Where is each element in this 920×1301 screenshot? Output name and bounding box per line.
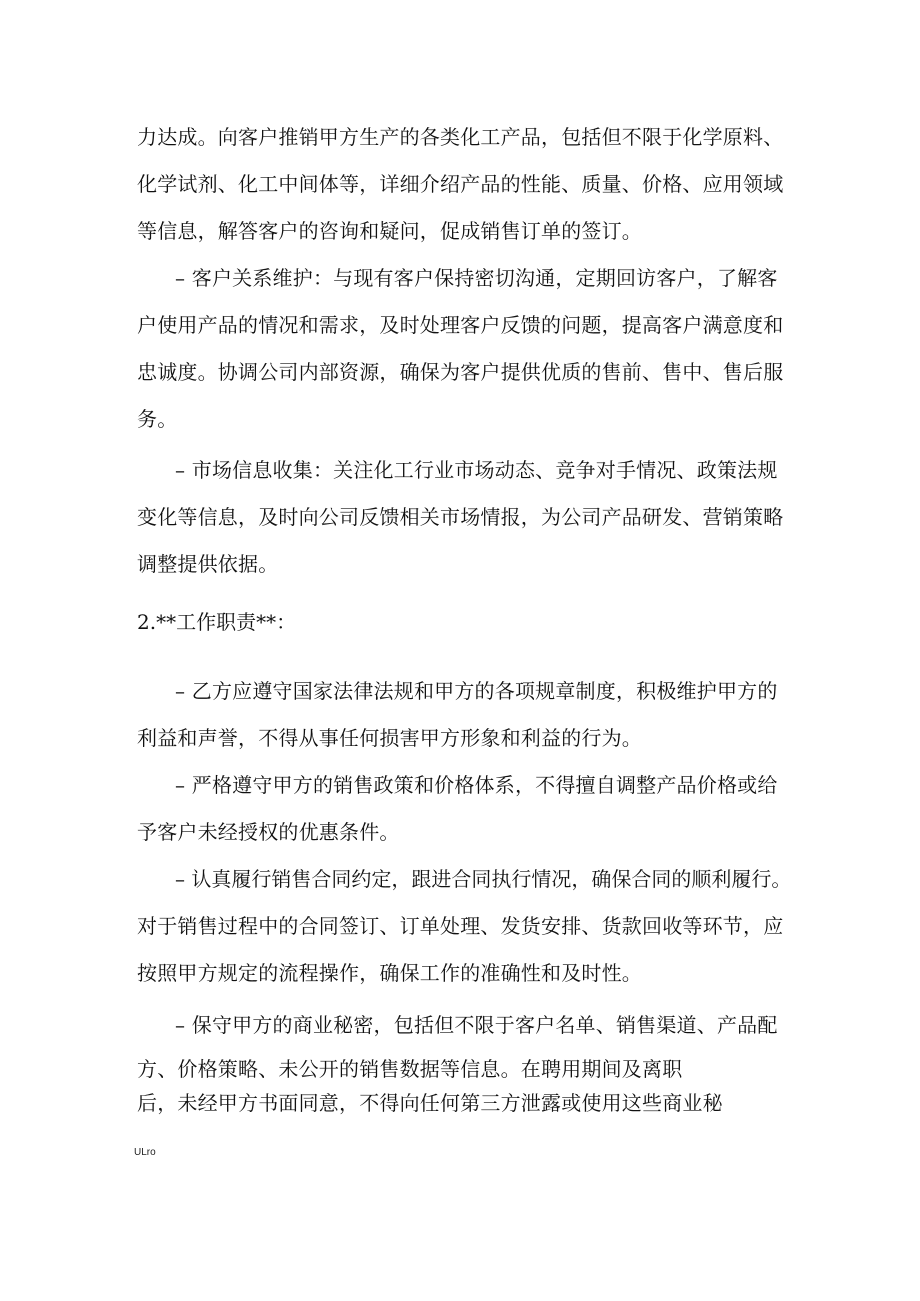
- text-line: 利益和声誉，不得从事任何损害甲方形象和利益的行为。: [137, 726, 642, 750]
- text-line: 对于销售过程中的合同签订、订单处理、发货安排、货款回收等环节，应: [137, 914, 784, 938]
- text-line: 忠诚度。协调公司内部资源，确保为客户提供优质的售前、售中、售后服: [137, 360, 784, 384]
- text-line: – 保守甲方的商业秘密，包括但不限于客户名单、销售渠道、产品配: [175, 1013, 778, 1037]
- text-line: – 客户关系维护：与现有客户保持密切沟通，定期回访客户，了解客: [175, 266, 778, 290]
- text-line: – 严格遵守甲方的销售政策和价格体系，不得擅自调整产品价格或给: [175, 773, 778, 797]
- section-heading: 2.**工作职责**：: [137, 610, 297, 634]
- footer-mark: ULro: [134, 1147, 156, 1158]
- text-line: – 市场信息收集：关注化工行业市场动态、竞争对手情况、政策法规: [175, 458, 778, 482]
- text-line: 户使用产品的情况和需求，及时处理客户反馈的问题，提高客户满意度和: [137, 313, 784, 337]
- text-line: 变化等信息，及时向公司反馈相关市场情报，为公司产品研发、营销策略: [137, 505, 784, 529]
- text-line: 后，未经甲方书面同意，不得向任何第三方泄露或使用这些商业秘: [137, 1091, 723, 1115]
- text-line: 按照甲方规定的流程操作，确保工作的准确性和及时性。: [137, 961, 642, 985]
- text-line: 等信息，解答客户的咨询和疑问，促成销售订单的签订。: [137, 219, 642, 243]
- text-line: 化学试剂、化工中间体等，详细介绍产品的性能、质量、价格、应用领域: [137, 172, 784, 196]
- text-line: 务。: [137, 407, 178, 431]
- text-line: 方、价格策略、未公开的销售数据等信息。在聘用期间及离职: [137, 1057, 683, 1081]
- text-line: 予客户未经授权的优惠条件。: [137, 820, 400, 844]
- text-line: – 乙方应遵守国家法律法规和甲方的各项规章制度，积极维护甲方的: [175, 679, 778, 703]
- text-line: 力达成。向客户推销甲方生产的各类化工产品，包括但不限于化学原料、: [137, 125, 784, 149]
- text-line: – 认真履行销售合同约定，跟进合同执行情况，确保合同的顺利履行。: [175, 867, 792, 891]
- text-line: 调整提供依据。: [137, 552, 279, 576]
